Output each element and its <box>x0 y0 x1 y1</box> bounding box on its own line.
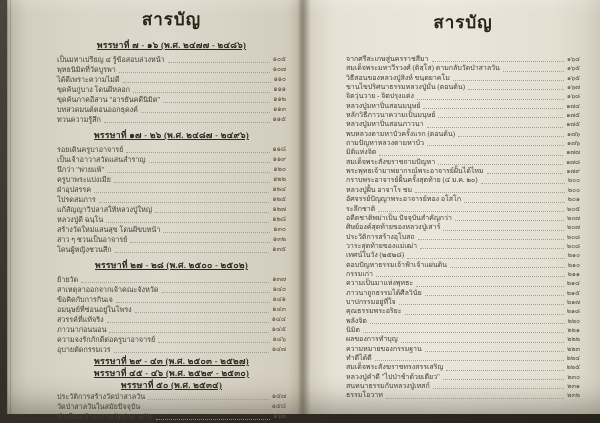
toc-entry <box>57 225 286 235</box>
section-item-list <box>57 55 286 125</box>
toc-entry-title: สวรรค์ที่แท้จริง <box>57 316 104 324</box>
toc-entry-title: ภาวนาถูกธรรมได้ศีลวินัย <box>346 288 422 297</box>
toc-entry-page-number: ๑๔๐ <box>272 286 286 293</box>
dotted-leader <box>432 61 564 62</box>
toc-entry-title: สนทนาธรรมกับหลวงปู่เทสก์ <box>346 382 430 391</box>
toc-entry-page-number: ๒๒๑ <box>567 326 580 334</box>
dotted-leader <box>156 419 271 420</box>
toc-entry-title: สร้างวัดใหม่แสนสุข โดนผีขบหน้า <box>57 226 161 234</box>
section-header: พรรษาที่ ๔๕ - ๔๖ (พ.ศ. ๒๕๒๙ - ๒๕๓๐) <box>93 368 250 378</box>
toc-entry-page-number: ๑๓๐ <box>273 226 286 233</box>
toc-entry-page-number: ๑๐๗ <box>272 66 286 73</box>
toc-entry-title: ครูบาพระแบ่งเมีย <box>57 176 111 184</box>
toc-entry-page-number: ๒๓๑ <box>567 383 580 391</box>
toc-entry-page-number: ๑๒๐ <box>273 166 286 173</box>
right-page-title: สารบัญ <box>433 13 493 32</box>
toc-entry-page-number: ๑๐๕ <box>272 56 286 63</box>
dotted-leader <box>363 332 564 333</box>
dotted-leader <box>115 252 270 253</box>
dotted-leader <box>443 379 565 380</box>
toc-entry-page-number: ๒๒๕ <box>566 364 580 372</box>
dotted-leader <box>458 136 564 137</box>
dotted-leader <box>141 112 270 113</box>
toc-entry-title: เป็นมหาเปรียญ ๔ รู้ข้อสอบล่วงหน้า <box>57 56 165 64</box>
dotted-leader <box>481 183 565 184</box>
toc-entry <box>57 305 286 315</box>
toc-entry-page-number: ๑๔๓ <box>272 306 286 313</box>
left-page <box>7 0 300 421</box>
toc-entry-page-number: ๑๗๕ <box>566 112 580 120</box>
toc-entry-title: ความหมายของกรรมฐาน <box>346 344 422 353</box>
dotted-leader <box>114 352 269 353</box>
toc-entry-title: ความจงรักภักดีต่อครูบาอาจารย์ <box>57 336 156 344</box>
toc-entry-page-number: ๒๓๐ <box>567 373 580 381</box>
toc-entry <box>57 75 286 85</box>
dotted-leader <box>133 92 270 93</box>
toc-entry <box>346 186 580 195</box>
toc-entry-page-number: ๑๑๙ <box>272 156 286 163</box>
toc-entry-page-number: ๑๑๘ <box>272 146 286 153</box>
toc-entry <box>346 382 580 391</box>
toc-entry-title: มิติแห่งจิต <box>346 148 377 157</box>
toc-entry-title: วาระสุดท้ายของแม่เฒ่า <box>346 241 418 250</box>
toc-entry-title: โปรดสมภาร <box>57 196 96 204</box>
toc-entry-page-number: ๑๒๔ <box>272 186 286 193</box>
toc-entry <box>346 139 580 148</box>
toc-entry-page-number: ๑๓๒ <box>272 236 286 243</box>
dotted-leader <box>148 399 269 400</box>
left-page-title: สารบัญ <box>141 10 202 29</box>
dotted-leader <box>116 302 270 303</box>
toc-entry <box>346 326 580 335</box>
toc-entry-page-number: ๒๒๓ <box>567 345 580 353</box>
toc-entry-page-number: ๒๐๐ <box>567 177 580 185</box>
toc-entry <box>346 261 580 270</box>
toc-entry-title: กราบพระอาจารย์ฝั้นครั้งสุดท้าย (๔ ม.ค. ๒๐) <box>346 176 478 185</box>
toc-entry-page-number: ๑๗๖ <box>566 140 580 148</box>
toc-entry-title: ขุดค้นกู่บาง โดนผีหลอก <box>57 86 131 94</box>
toc-entry <box>57 105 286 115</box>
right-page <box>300 0 600 414</box>
toc-entry-page-number: ๑๑๐ <box>273 76 286 83</box>
right-toc-list <box>346 55 580 401</box>
section-header: พรรษาที่ ๒๗ - ๒๘ (พ.ศ. ๒๕๐๐ - ๒๕๐๒) <box>94 260 248 270</box>
toc-entry-page-number: ๑๒๗ <box>272 206 286 213</box>
toc-entry-page-number: ๒๐๘ <box>566 233 580 241</box>
dotted-leader <box>378 211 564 212</box>
toc-entry-title: สมเด็จพระสังฆราชทรงสรรเสริญ <box>346 363 444 372</box>
toc-entry-page-number: ๒๓๒ <box>567 392 580 400</box>
dotted-leader <box>163 102 270 103</box>
toc-entry-title: ความเป็นมาแห่งพุทธะ <box>346 279 414 288</box>
toc-entry-page-number: ๑๖๗ <box>566 84 580 92</box>
toc-entry-page-number: ๑๒๘ <box>272 216 286 223</box>
section-item-list <box>57 275 286 355</box>
toc-entry <box>57 175 286 185</box>
toc-entry-page-number: ๒๐๗ <box>566 224 580 232</box>
toc-entry <box>57 345 286 355</box>
toc-entry-page-number: ๑๖๒ <box>273 413 286 420</box>
dotted-leader <box>107 172 270 173</box>
toc-entry <box>346 363 580 372</box>
toc-entry-page-number: ๑๑๒ <box>273 96 286 103</box>
toc-entry <box>346 233 580 242</box>
toc-entry-title: ทำเนียบเจ้าอาวาสวัดป่าสาลวัน <box>57 413 153 421</box>
toc-entry <box>346 391 580 400</box>
toc-entry-title: พุทธนิมิตที่วัดบูรพา <box>57 66 116 74</box>
toc-entry-title: พระพุทธเจ้ามาพยากรณ์พระอาจารย์ฝั้นได้ไหม <box>346 167 484 176</box>
toc-entry-page-number: ๒๐๗ <box>566 214 580 222</box>
toc-entry <box>57 205 286 215</box>
toc-entry-title: เทศน์ในวัง (๒๕๒๘) <box>346 251 405 260</box>
toc-entry <box>346 242 580 251</box>
toc-entry-title: ทวนความรู้สึก <box>57 116 101 124</box>
toc-entry-title: ธรรมโอวาท <box>346 391 383 400</box>
toc-entry <box>57 55 286 65</box>
toc-entry <box>346 251 580 260</box>
dotted-leader <box>503 71 564 72</box>
toc-entry-title: หลวงปู่ฝั้น อาจาโร ชม <box>346 185 413 194</box>
toc-entry <box>57 325 286 335</box>
dotted-leader <box>155 212 270 213</box>
toc-entry <box>346 373 580 382</box>
toc-entry-title: หลวงปู่คำดี "ไปป่าช้าด้วยเดียว" <box>346 372 440 381</box>
dotted-leader <box>416 286 564 287</box>
toc-entry <box>346 289 580 298</box>
toc-entry <box>57 115 286 125</box>
toc-entry <box>57 235 286 245</box>
dotted-leader <box>418 239 564 240</box>
toc-entry-title: หลักวิธีภาวนาความเป็นมนุษย์ <box>346 111 436 120</box>
dotted-leader <box>450 267 565 268</box>
toc-entry-page-number: ๒๑๗ <box>566 298 580 306</box>
toc-entry-title: วัดป่าสาลวันในสมัยปัจจุบัน <box>57 403 141 411</box>
toc-entry-page-number: ๑๕๗ <box>271 393 286 400</box>
toc-entry-title: คุณธรรมพระอริยะ <box>346 307 402 316</box>
toc-entry-page-number: ๒๐๑ <box>567 196 580 204</box>
open-book <box>7 0 600 421</box>
left-toc-sections <box>57 40 286 422</box>
toc-entry-page-number: ๒๐๐ <box>567 186 580 194</box>
toc-entry <box>346 214 580 223</box>
toc-entry-title: ประวัติการสร้างวัดป่าสาลวัน <box>57 393 146 401</box>
toc-entry-title: วิธีสอนของหลวงปู่สิงห์ ขนฺตยาคโม <box>346 73 450 82</box>
toc-entry <box>346 102 580 111</box>
dotted-leader <box>109 332 268 333</box>
dotted-leader <box>433 388 565 389</box>
toc-entry-title: สมเด็จพระมหาวีรวงศ์ (ติสฺโส) ตามกลับวัดป่าสาลวัน <box>346 64 500 73</box>
toc-entry-title: ฝ่าอุปสรรค <box>57 186 92 194</box>
toc-entry-page-number: ๑๔๔ <box>271 316 286 323</box>
toc-entry <box>346 317 580 326</box>
dotted-leader <box>417 99 564 100</box>
toc-entry <box>346 298 580 307</box>
toc-entry <box>346 92 580 101</box>
toc-entry-title: จิตวุ่นวาย - จิตปรุงแต่ง <box>346 92 414 101</box>
dotted-leader <box>168 62 270 63</box>
dotted-leader <box>401 342 565 343</box>
dotted-leader <box>423 108 563 109</box>
toc-entry <box>57 245 286 255</box>
toc-entry-title: หลวงปู่มหาปิ่นสอนภาวนา <box>346 120 424 129</box>
dotted-leader <box>427 127 564 128</box>
toc-entry-title: กรรมเก่า <box>346 269 373 278</box>
toc-entry-title: บทสวดมนต์ตอนออกธุดงค์ <box>57 106 138 114</box>
toc-entry <box>346 205 580 214</box>
dotted-leader <box>455 220 564 221</box>
toc-entry <box>346 307 580 316</box>
toc-entry-page-number: ๒๑๕ <box>566 289 580 297</box>
toc-entry-page-number: ๑๗๖ <box>566 130 580 138</box>
dotted-leader <box>399 304 564 305</box>
toc-entry-page-number: ๒๑๐ <box>567 261 580 269</box>
toc-entry-page-number: ๒๒๒ <box>567 336 580 344</box>
toc-entry <box>57 145 286 155</box>
toc-entry-page-number: ๑๕๘ <box>271 403 286 410</box>
toc-entry-title: ระลึกชาติ <box>346 204 376 213</box>
dotted-leader <box>162 292 270 293</box>
dotted-leader <box>468 89 564 90</box>
section-item-list <box>57 392 286 422</box>
section-header: พรรษาที่ ๗ - ๑๖ (พ.ศ. ๒๔๗๗ - ๒๔๘๖) <box>96 40 247 50</box>
toc-entry <box>57 402 286 412</box>
toc-entry <box>346 111 580 120</box>
dotted-leader <box>420 248 564 249</box>
toc-entry-title: รอยเดินครูบาอาจารย์ <box>57 146 124 154</box>
toc-entry-page-number: ๑๒๕ <box>272 196 286 203</box>
toc-entry <box>57 65 286 75</box>
toc-entry <box>346 120 580 129</box>
toc-entry-page-number: ๑๖๕ <box>566 74 580 82</box>
dotted-leader <box>163 232 270 233</box>
toc-entry <box>57 155 286 165</box>
section-header: พรรษาที่ ๑๗ - ๒๖ (พ.ศ. ๒๔๘๗ - ๒๔๙๖) <box>93 130 250 140</box>
dotted-leader <box>130 242 270 243</box>
dotted-leader <box>114 182 270 183</box>
toc-entry-page-number: ๒๐๘ <box>566 242 580 250</box>
toc-entry-title: พบหลวงตามหาบัวครั้งแรก (ตอนต้น) <box>346 129 455 138</box>
toc-entry-title: พลังจิต <box>346 316 367 325</box>
toc-entry-page-number: ๑๖๕ <box>566 65 580 73</box>
toc-entry-page-number: ๑๖๘ <box>566 93 580 101</box>
toc-entry <box>346 279 580 288</box>
dotted-leader <box>135 312 270 313</box>
dotted-leader <box>415 192 565 193</box>
toc-entry-page-number: ๑๗๘ <box>566 158 580 166</box>
toc-entry <box>57 95 286 105</box>
dotted-leader <box>425 295 564 296</box>
toc-entry-title: บาปกรรมอยู่ที่ใจ <box>346 297 396 306</box>
toc-entry-page-number: ๑๓๗ <box>272 276 286 283</box>
toc-entry-page-number: ๑๑๕ <box>272 116 286 123</box>
toc-entry <box>346 64 580 73</box>
toc-entry-title: เป็นเจ้าอาวาสวัดแสนสำราญ <box>57 156 146 164</box>
toc-entry <box>346 158 580 167</box>
toc-entry <box>57 412 286 422</box>
toc-entry-title: ข้อคิดกับการกินเจ <box>57 296 113 304</box>
dotted-leader <box>375 360 564 361</box>
toc-entry-title: อมนุษย์ที่ซ่อนอยู่ในโพรง <box>57 306 132 314</box>
dotted-leader <box>149 162 270 163</box>
section-header: พรรษาที่ ๒๙ - ๔๓ (พ.ศ. ๒๕๐๓ - ๒๕๒๗) <box>94 356 249 366</box>
section-item-list <box>57 145 286 255</box>
toc-entry-title: หลวงปู่มหาปิ่นสอนมนุษย์ <box>346 101 421 110</box>
dotted-leader <box>405 314 564 315</box>
toc-entry-page-number: ๒๒๔ <box>566 355 580 362</box>
toc-entry-page-number: ๑๔๕ <box>271 326 286 333</box>
toc-entry-page-number: ๑๗๔ <box>566 102 580 110</box>
toc-entry-title: ย้ายวัด <box>57 276 79 284</box>
toc-entry-title: ผลของการทำบุญ <box>346 335 398 344</box>
toc-entry <box>346 130 580 139</box>
toc-entry-page-number: ๑๓๕ <box>272 246 286 253</box>
toc-entry <box>57 335 286 345</box>
toc-entry-page-number: ๒๑๔ <box>566 280 580 288</box>
toc-entry-title: อัศจรรย์ปัญญาพระอาจารย์ทอง อโสโก <box>346 195 462 204</box>
toc-entry-page-number: ๑๗๙ <box>566 168 580 176</box>
toc-entry <box>346 74 580 83</box>
dotted-leader <box>453 80 564 81</box>
toc-entry-page-number: ๒๒๐ <box>567 317 580 325</box>
toc-entry-title: โดนผู้หญิงชวนสึก <box>57 246 112 254</box>
toc-entry-title: ได้ดีเพราะความไม่ดี <box>57 76 120 84</box>
toc-entry-page-number: ๒๑๐ <box>567 252 580 260</box>
toc-entry <box>346 270 580 279</box>
toc-entry-title: สาเหตุลาออกจากเจ้าคณะจังหวัด <box>57 286 159 294</box>
toc-entry <box>57 295 286 305</box>
toc-entry-title: ประวัติการสร้างอุโบสถ <box>346 232 415 241</box>
toc-entry-title: อดีตชาติพม่าเป็น ปัจจุบันสำคัญกว่า <box>346 213 452 222</box>
toc-entry-page-number: ๒๐๕ <box>566 205 580 213</box>
dotted-leader <box>386 398 564 399</box>
toc-entry-page-number: ๑๗๗ <box>566 149 580 157</box>
toc-entry-title: อุบายตัดกรรมเวร <box>57 346 111 354</box>
toc-entry-title: สาว ๆ ชวนเป็นอาจารย์ <box>57 236 128 244</box>
toc-entry-title: ขานไขปริศนาธรรมหลวงปู่มั่น (ตอนต้น) <box>346 83 465 92</box>
toc-entry <box>346 176 580 185</box>
toc-entry <box>346 354 580 363</box>
toc-entry-title: ขุดค้นภาคอีสาน "อารยันคดีนิมิต" <box>57 96 161 104</box>
dotted-leader <box>407 258 565 259</box>
toc-entry-page-number: ๑๑๑ <box>273 86 286 93</box>
toc-entry <box>346 83 580 92</box>
toc-entry-title: ถามปัญหาหลวงตามหาบัว <box>346 139 424 148</box>
dotted-leader <box>464 202 565 203</box>
toc-entry-title: ศิษย์องค์สุดท้ายของหลวงปู่เสาร์ <box>346 223 441 232</box>
toc-entry <box>346 195 580 204</box>
toc-entry-title: จากศรีสะเกษสู่นครราชสีมา <box>346 55 429 63</box>
dotted-leader <box>438 164 563 165</box>
toc-entry-title: แก้สัญญาวิปลาสให้หลวงปู่ใหญ่ <box>57 206 152 214</box>
toc-entry-page-number: ๒๑๘ <box>566 308 580 316</box>
toc-entry-page-number: ๑๗๕ <box>566 121 580 129</box>
toc-entry-title: ตอบปัญหาธรรมเจ้าฟ้าเจ้าแผ่นดิน <box>346 260 448 269</box>
dotted-leader <box>370 323 565 324</box>
toc-entry <box>346 223 580 232</box>
toc-entry <box>57 85 286 95</box>
dotted-leader <box>158 342 269 343</box>
toc-entry <box>346 55 580 64</box>
dotted-leader <box>126 152 269 153</box>
toc-entry-title: นึกว่า "พ่ายแพ้" <box>57 166 105 174</box>
toc-entry-page-number: ๑๔๖ <box>272 336 286 343</box>
toc-entry-title: หลวงปู่ดี ฉนฺโน <box>57 216 104 224</box>
toc-entry <box>57 275 286 285</box>
dotted-leader <box>443 230 564 231</box>
toc-entry <box>57 215 286 225</box>
toc-entry <box>346 335 580 344</box>
toc-entry <box>57 185 286 195</box>
dotted-leader <box>81 282 269 283</box>
toc-entry-page-number: ๑๔๗ <box>271 346 286 353</box>
toc-entry <box>346 148 580 157</box>
dotted-leader <box>104 122 270 123</box>
toc-entry-title: สมเด็จพระสังฆราชถามปัญหา <box>346 157 436 166</box>
dotted-leader <box>425 351 564 352</box>
dotted-leader <box>379 155 563 156</box>
toc-entry <box>57 392 286 402</box>
toc-entry <box>57 165 286 175</box>
dotted-leader <box>106 222 269 223</box>
toc-entry-title: นิมิต <box>346 325 360 334</box>
toc-entry-title: ทำดีได้ดี <box>346 354 372 362</box>
dotted-leader <box>99 202 270 203</box>
dotted-leader <box>487 173 564 174</box>
toc-entry <box>57 195 286 205</box>
toc-entry <box>346 345 580 354</box>
toc-entry-page-number: ๒๑๑ <box>567 270 580 278</box>
toc-entry <box>57 315 286 325</box>
dotted-leader <box>143 409 268 410</box>
dotted-leader <box>446 370 563 371</box>
toc-entry-page-number: ๑๔๑ <box>272 296 286 303</box>
dotted-leader <box>376 276 565 277</box>
toc-entry <box>57 285 286 295</box>
toc-entry-page-number: ๑๑๓ <box>273 106 286 113</box>
dotted-leader <box>438 117 563 118</box>
dotted-leader <box>107 322 269 323</box>
dotted-leader <box>427 145 564 146</box>
dotted-leader <box>94 192 269 193</box>
toc-entry-page-number: ๑๒๒ <box>273 176 286 183</box>
section-header: พรรษาที่ ๕๐ (พ.ศ. ๒๕๓๔) <box>120 380 223 390</box>
toc-entry-page-number: ๑๖๔ <box>566 56 580 63</box>
dotted-leader <box>123 82 271 83</box>
toc-entry-title: ภาวนาก่อนนอน <box>57 326 107 334</box>
dotted-leader <box>119 72 270 73</box>
